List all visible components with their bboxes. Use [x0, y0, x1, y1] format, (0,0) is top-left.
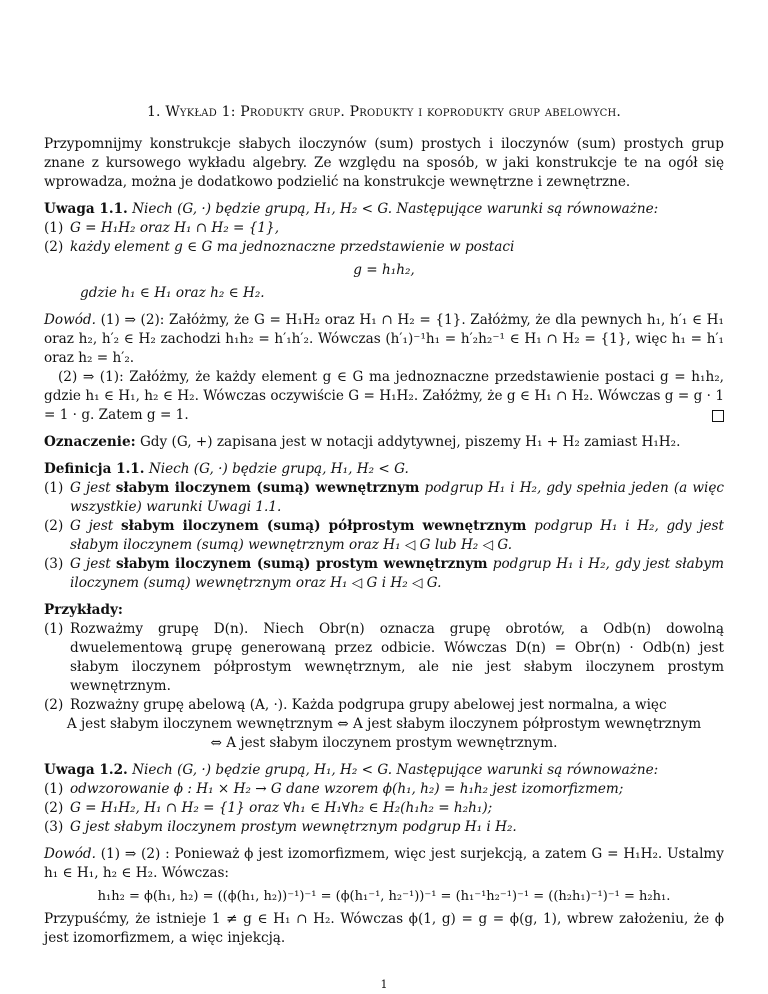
definition-label: Definicja 1.1.	[44, 461, 145, 477]
notation-text: Gdy (G, +) zapisana jest w notacji addytywnej, piszemy H₁ + H₂ zamiast H₁H₂.	[139, 434, 681, 450]
notation-block	[44, 433, 724, 452]
defined-term: słabym iloczynem (sumą) półprostym wewnętrznym	[121, 518, 527, 534]
page-number: 1	[380, 978, 388, 991]
remark-1-1	[44, 200, 724, 303]
remark-1-2-statement: Niech (G, ·) będzie grupą, H₁, H₂ < G. Następujące warunki są równoważne:	[132, 762, 659, 778]
remark-1-1-statement: Niech (G, ·) będzie grupą, H₁, H₂ < G. Następujące warunki są równoważne:	[132, 201, 659, 217]
proof-label: Dowód.	[44, 312, 96, 328]
intro-paragraph: Przypomnijmy konstrukcje słabych iloczynów (sum) prostych i iloczynów (sum) prostych grup znane z kursowego wykładu algebry. Ze względu na sposób, w jaki konstrukcje te na ogół się wprowadza, można je dodatkowo podzielić na konstrukcje wewnętrzne i zewnętrzne.	[44, 136, 724, 190]
page-content	[44, 95, 724, 948]
definition-statement: Niech (G, ·) będzie grupą, H₁, H₂ < G.	[148, 461, 409, 477]
proof-1-1	[44, 311, 724, 425]
example-equivalence-line: A jest słabym iloczynem wewnętrznym ⇔ A jest słabym iloczynem półprostym wewnętrznym	[66, 716, 702, 732]
notation-label: Oznaczenie:	[44, 434, 136, 450]
lecture-title: 1. Wykład 1: Produkty grup. Produkty i koprodukty grup abelowych.	[146, 104, 622, 120]
definition-1-1	[44, 460, 724, 593]
list-item: (2) każdy element g ∈ G ma jednoznaczne przedstawienie w postaci	[44, 239, 515, 255]
qed-icon	[712, 410, 724, 422]
examples-items	[44, 620, 724, 715]
example-equivalence-line: ⇔ A jest słabym iloczynem prostym wewnętrznym.	[210, 735, 558, 751]
remark-1-2-conditions	[44, 780, 724, 837]
display-equation: h₁h₂ = ϕ(h₁, h₂) = ((ϕ(h₁, h₂))⁻¹)⁻¹ = (ϕ(h₁⁻¹, h₂⁻¹))⁻¹ = (h₁⁻¹h₂⁻¹)⁻¹ = ((h₂h₁)⁻¹)⁻¹ = h₂h₁.	[97, 889, 671, 904]
list-item: (2) G jest słabym iloczynem (sumą) półprostym wewnętrznym podgrup H₁ i H₂, gdy jest słabym iloczynem (sumą) wewnętrznym oraz H₁ ◁ G lub H₂ ◁ G.	[44, 518, 724, 553]
remark-1-2	[44, 761, 724, 837]
proof-1-2	[44, 845, 724, 948]
proof-paragraph: (1) ⇒ (2): Załóżmy, że G = H₁H₂ oraz H₁ ∩ H₂ = {1}. Załóżmy, że dla pewnych h₁, h′₁ ∈ H₁ oraz h₂, h′₂ ∈ H₂ zachodzi h₁h₂ = h′₁h′₂. Wówczas (h′₁)⁻¹h₁ = h′₂h₂⁻¹ ∈ H₁ ∩ H₂ = {1}, więc h₁ = h′₁ oraz h₂ = h′₂.	[44, 312, 724, 366]
remark-1-1-conditions	[44, 219, 724, 257]
defined-term: słabym iloczynem (sumą) wewnętrznym	[115, 480, 420, 496]
list-item: (1) odwzorowanie ϕ : H₁ × H₂ → G dane wzorem ϕ(h₁, h₂) = h₁h₂ jest izomorfizmem;	[44, 781, 624, 797]
remark-1-2-label: Uwaga 1.2.	[44, 762, 128, 778]
list-item: (3) G jest słabym iloczynem (sumą) prostym wewnętrznym podgrup H₁ i H₂, gdy jest słabym iloczynem (sumą) wewnętrznym oraz H₁ ◁ G i H₂ ◁ G.	[44, 556, 724, 591]
examples-label: Przykłady:	[44, 602, 123, 618]
list-item: (2) Rozważny grupę abelową (A, ·). Każda podgrupa grupy abelowej jest normalna, a więc	[44, 697, 667, 713]
list-item: (1) G = H₁H₂ oraz H₁ ∩ H₂ = {1},	[44, 220, 280, 236]
proof-paragraph: (1) ⇒ (2) : Ponieważ ϕ jest izomorfizmem, więc jest surjekcją, a zatem G = H₁H₂. Ustalmy h₁ ∈ H₁, h₂ ∈ H₂. Wówczas:	[44, 846, 724, 881]
remark-1-1-label: Uwaga 1.1.	[44, 201, 128, 217]
proof-paragraph: Przypuśćmy, że istnieje 1 ≠ g ∈ H₁ ∩ H₂. Wówczas ϕ(1, g) = g = ϕ(g, 1), wbrew założeniu, że ϕ jest izomorfizmem, a więc injekcją.	[44, 911, 724, 946]
remark-1-1-after: gdzie h₁ ∈ H₁ oraz h₂ ∈ H₂.	[80, 285, 265, 301]
list-item: (3) G jest słabym iloczynem prostym wewnętrznym podgrup H₁ i H₂.	[44, 819, 517, 835]
proof-label: Dowód.	[44, 846, 96, 862]
list-item: (1) Rozważmy grupę D(n). Niech Obr(n) oznacza grupę obrotów, a Odb(n) dowolną dwuelementową grupę generowaną przez odbicie. Wówczas D(n) = Obr(n) · Odb(n) jest słabym iloczynem półprostym wewnętrznym, ale nie jest słabym iloczynem prostym wewnętrznym.	[44, 621, 724, 694]
proof-paragraph: (2) ⇒ (1): Załóżmy, że każdy element g ∈ G ma jednoznaczne przedstawienie postaci g = h₁h₂, gdzie h₁ ∈ H₁, h₂ ∈ H₂. Wówczas oczywiście G = H₁H₂. Załóżmy, że g ∈ H₁ ∩ H₂. Wówczas g = g · 1 = 1 · g. Zatem g = 1.	[44, 369, 724, 423]
display-equation: g = h₁h₂,	[353, 262, 415, 278]
defined-term: słabym iloczynem (sumą) prostym wewnętrznym	[115, 556, 488, 572]
list-item: (1) G jest słabym iloczynem (sumą) wewnętrznym podgrup H₁ i H₂, gdy spełnia jeden (a więc wszystkie) warunki Uwagi 1.1.	[44, 480, 724, 515]
list-item: (2) G = H₁H₂, H₁ ∩ H₂ = {1} oraz ∀h₁ ∈ H₁∀h₂ ∈ H₂(h₁h₂ = h₂h₁);	[44, 800, 493, 816]
definition-items	[44, 479, 724, 593]
examples-block	[44, 601, 724, 753]
